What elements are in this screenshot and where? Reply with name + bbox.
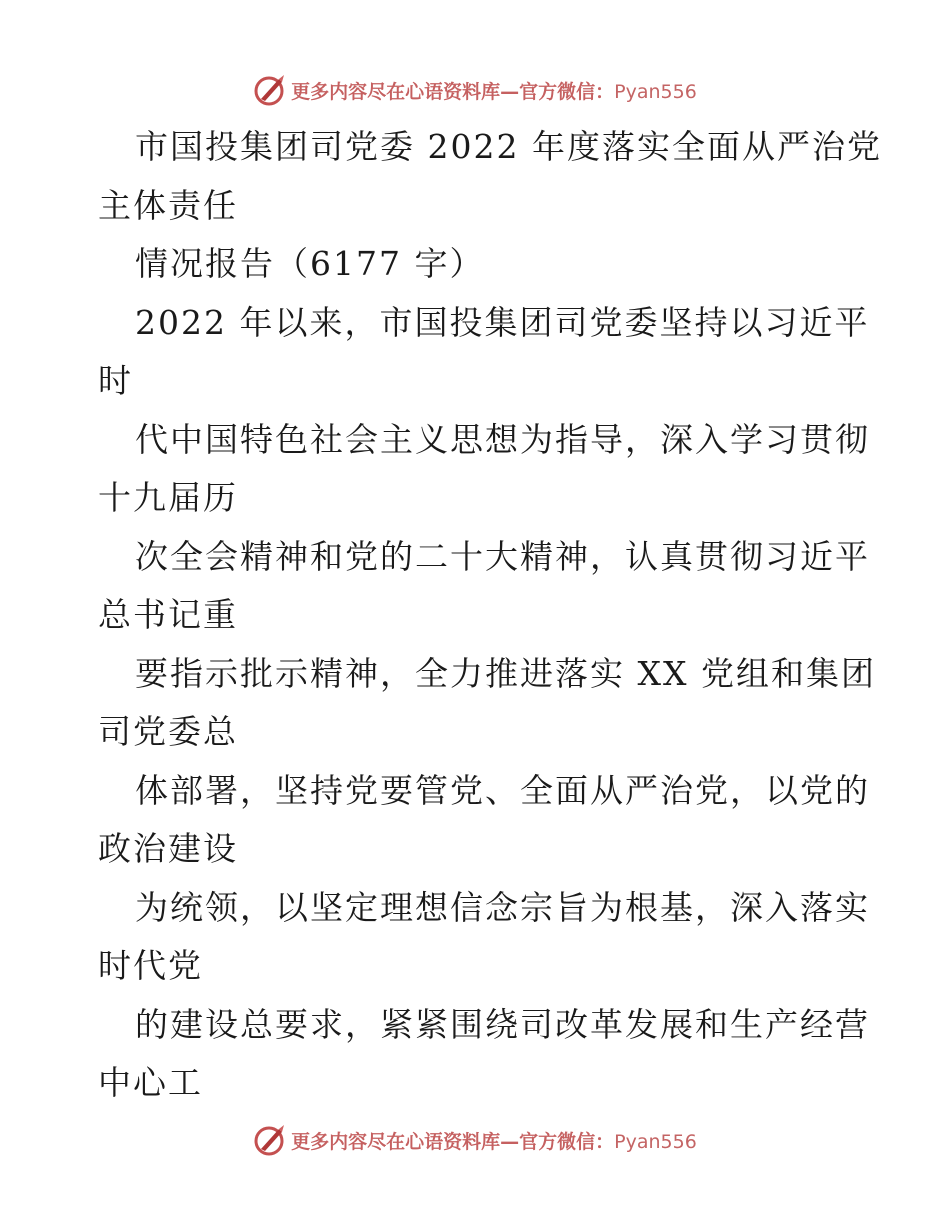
text-line: 代中国特色社会主义思想为指导，深入学习贯彻: [135, 419, 870, 459]
text-line: 时: [98, 361, 133, 400]
text-line: 市国投集团司党委 2022 年度落实全面从严治党: [135, 127, 882, 166]
quill-logo-icon: [253, 1123, 287, 1157]
header-watermark-text: 更多内容尽在心语资料库—官方微信：Pyan556: [291, 80, 697, 103]
text-line: 2022 年以来，市国投集团司党委坚持以习近平: [135, 302, 870, 342]
text-line: 要指示批示精神，全力推进落实 XX 党组和集团: [135, 653, 876, 693]
text-line: 中心工: [98, 1063, 203, 1102]
text-line: 体部署，坚持党要管党、全面从严治党，以党的: [135, 770, 870, 810]
quill-logo-icon: [253, 73, 287, 107]
text-line: 情况报告（6177 字）: [135, 244, 485, 283]
text-line: 主体责任: [98, 185, 238, 225]
footer-watermark-banner: [0, 1118, 950, 1162]
text-line: 政治建设: [98, 829, 238, 868]
text-line: 时代党: [98, 946, 203, 985]
text-line: 十九届历: [98, 478, 238, 517]
text-line: 司党委总: [98, 712, 238, 751]
text-line: 为统领，以坚定理想信念宗旨为根基，深入落实: [135, 887, 870, 927]
footer-watermark-text: 更多内容尽在心语资料库—官方微信：Pyan556: [291, 1130, 697, 1153]
text-line: 总书记重: [98, 595, 238, 634]
document-body: [98, 118, 882, 1113]
text-line: 次全会精神和党的二十大精神，认真贯彻习近平: [135, 536, 870, 576]
header-watermark-banner: [0, 68, 950, 112]
text-line: 的建设总要求，紧紧围绕司改革发展和生产经营: [135, 1004, 870, 1044]
